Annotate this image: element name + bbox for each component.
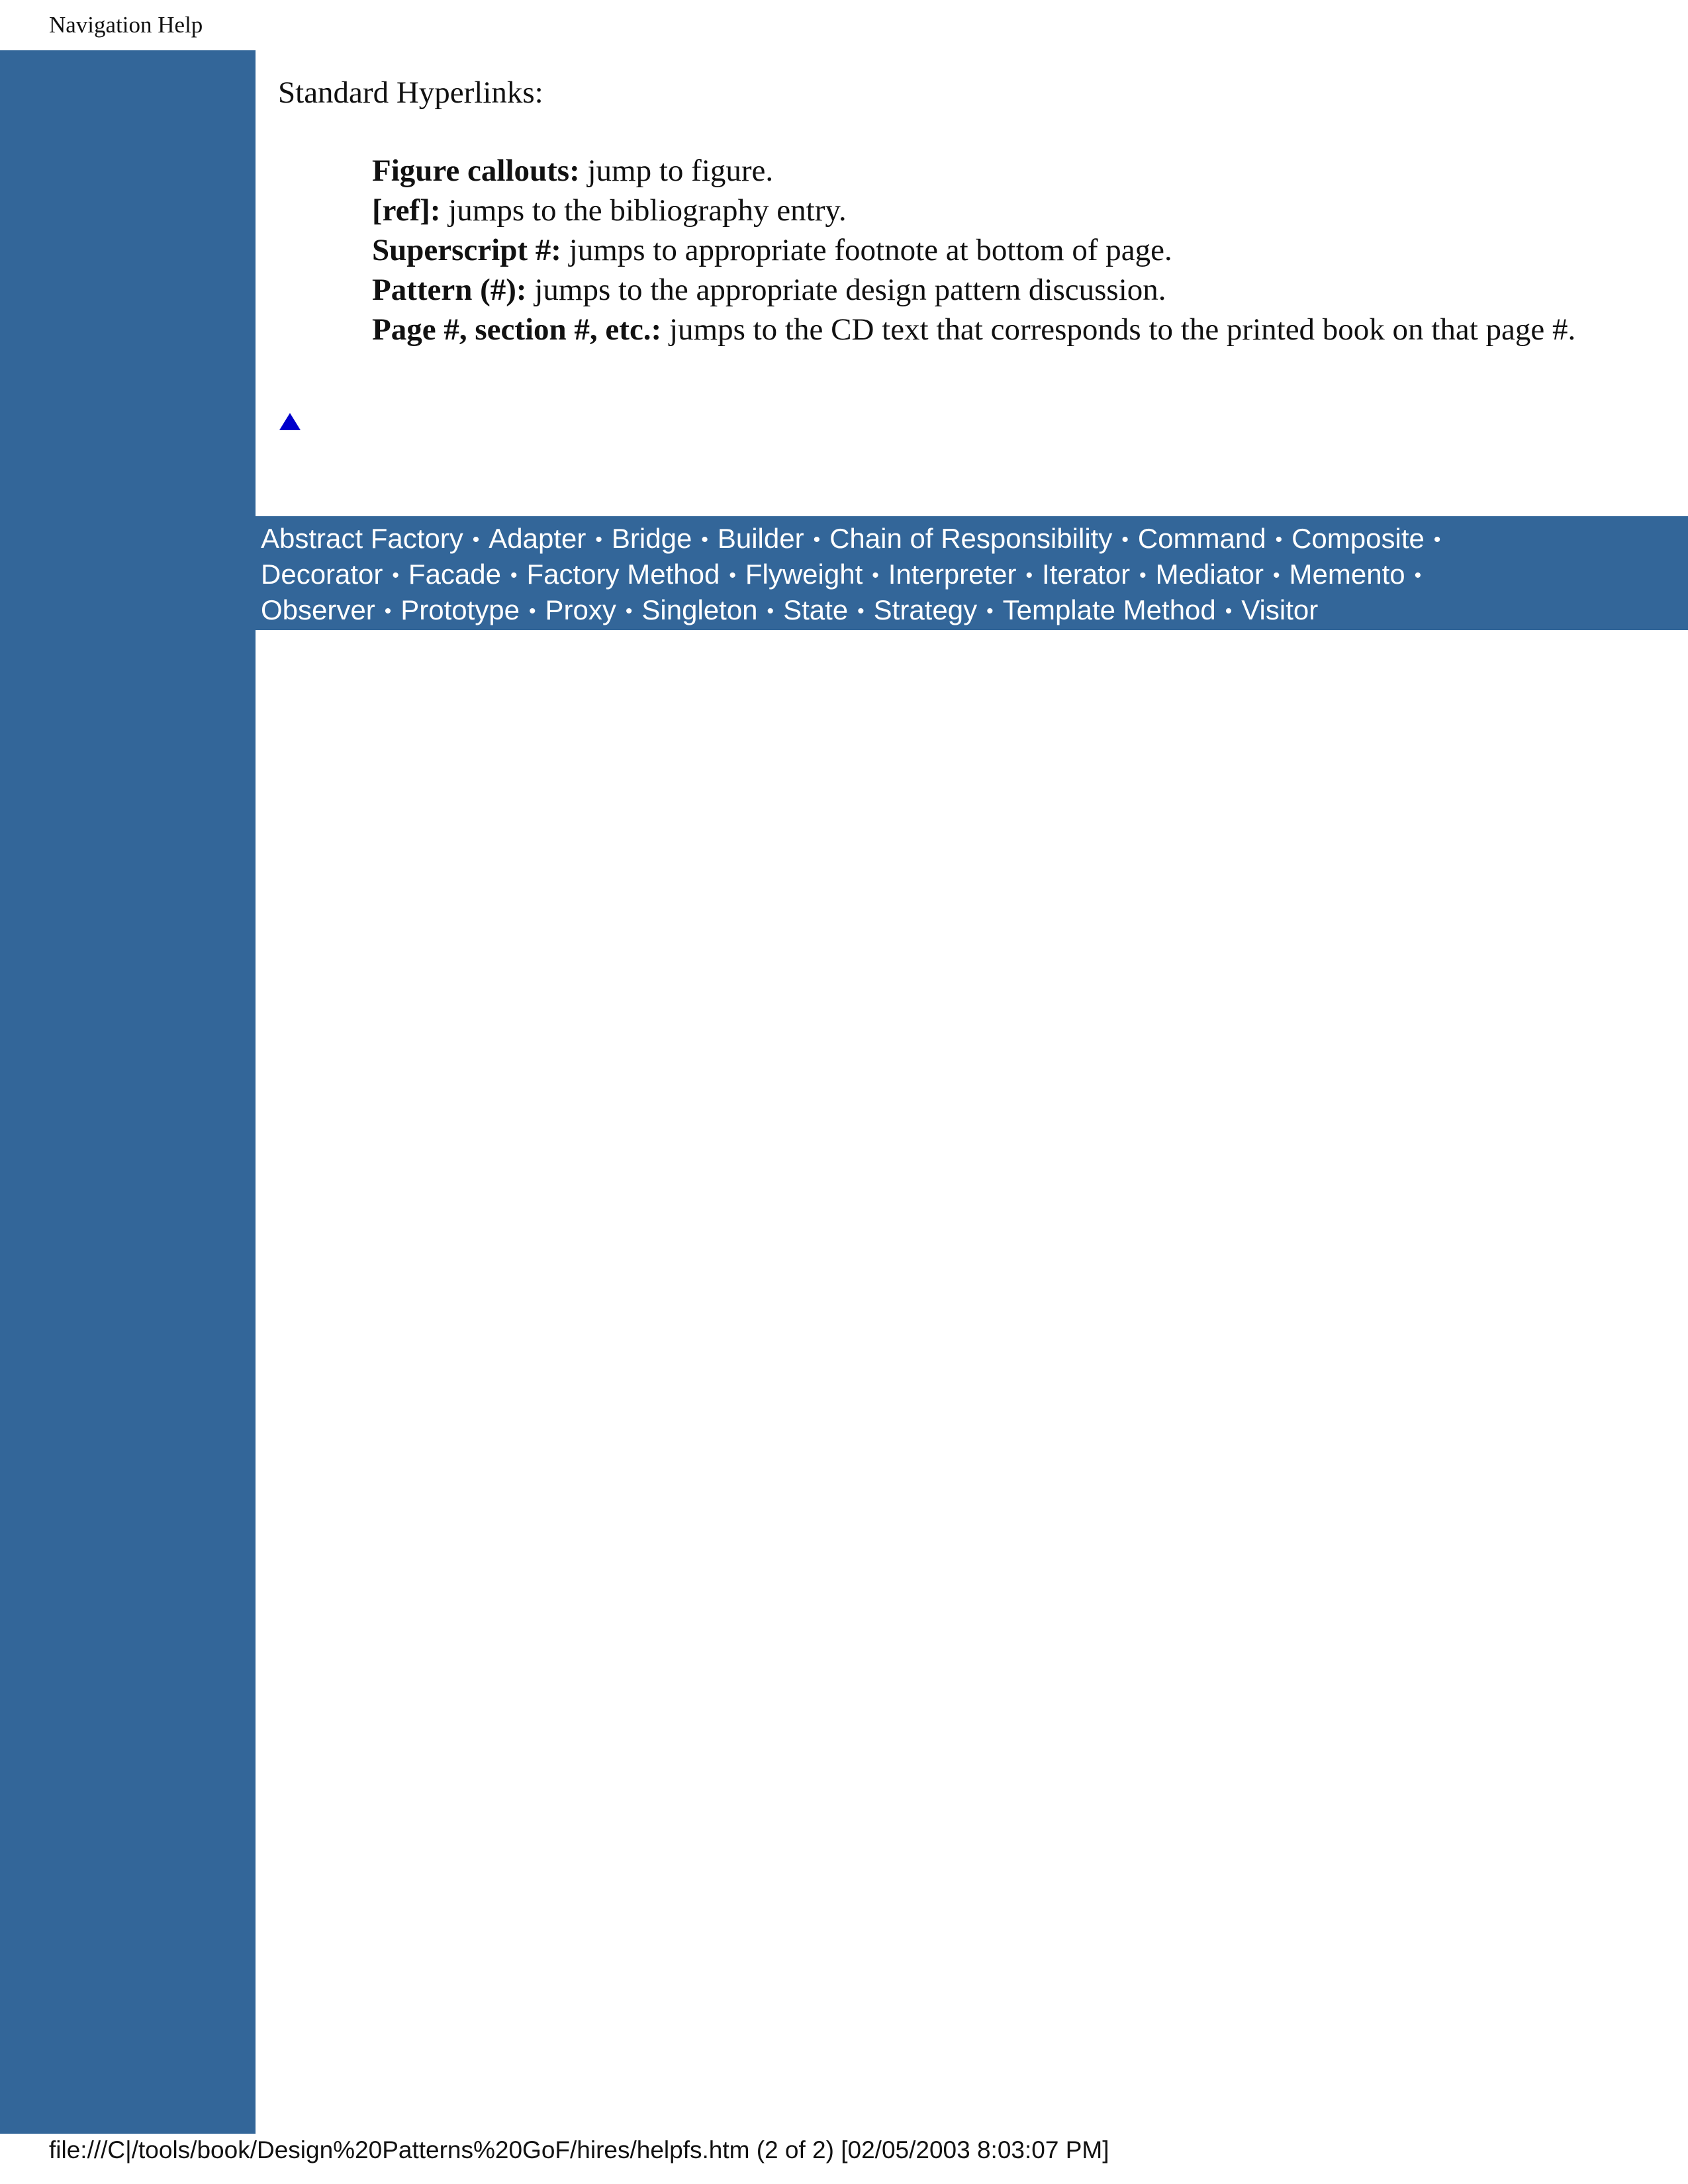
pattern-link[interactable]: Mediator [1155, 559, 1264, 590]
pattern-link[interactable]: Chain of Responsibility [829, 523, 1113, 554]
list-item-term: Superscript #: [372, 233, 561, 267]
bullet-separator: • [813, 529, 821, 551]
list-item [372, 230, 1668, 270]
pattern-link[interactable]: Iterator [1042, 559, 1131, 590]
list-item [372, 191, 1668, 230]
pattern-link[interactable]: Prototype [400, 594, 520, 625]
pattern-link[interactable]: Observer [261, 594, 375, 625]
pattern-link[interactable]: Strategy [873, 594, 978, 625]
pattern-link[interactable]: Decorator [261, 559, 383, 590]
bullet-separator: • [472, 529, 480, 551]
bullet-separator: • [392, 565, 399, 586]
pattern-link[interactable]: Abstract Factory [261, 523, 463, 554]
list-item-term: Figure callouts: [372, 154, 580, 188]
bullet-separator: • [510, 565, 518, 586]
bullet-separator: • [1414, 565, 1422, 586]
pattern-link[interactable]: Flyweight [745, 559, 863, 590]
list-item-description: jump to figure. [579, 154, 774, 188]
pattern-link[interactable]: Composite [1291, 523, 1425, 554]
pattern-nav-line [261, 522, 1683, 557]
pattern-link[interactable]: Command [1137, 523, 1266, 554]
bullet-separator: • [1273, 565, 1280, 586]
footer-url: file:///C|/tools/book/Design%20Patterns%20GoF/hires/helpfs.htm (2 of 2) [02/05/2003 8:03:07 PM] [49, 2136, 1109, 2163]
list-item [372, 151, 1668, 191]
list-item-term: Page #, section #, etc.: [372, 312, 662, 347]
page-header-title: Navigation Help [49, 12, 203, 38]
list-item-description: jumps to appropriate footnote at bottom of page. [561, 233, 1172, 267]
pattern-nav-line [261, 557, 1683, 593]
bullet-separator: • [1225, 600, 1233, 622]
pattern-link[interactable]: Visitor [1241, 594, 1319, 625]
bullet-separator: • [857, 600, 865, 622]
bullet-separator: • [1025, 565, 1033, 586]
bullet-separator: • [767, 600, 774, 622]
list-item [372, 310, 1668, 349]
list-item-description: jumps to the bibliography entry. [440, 193, 847, 228]
up-triangle-icon[interactable] [278, 412, 302, 432]
bullet-separator: • [986, 600, 994, 622]
pattern-link[interactable]: Proxy [545, 594, 616, 625]
pattern-link[interactable]: Adapter [489, 523, 586, 554]
pattern-navigation-bar [256, 516, 1688, 630]
bullet-separator: • [595, 529, 602, 551]
pattern-link[interactable]: Builder [717, 523, 804, 554]
main-content [278, 71, 1668, 349]
pattern-link[interactable]: Memento [1289, 559, 1405, 590]
list-item [372, 270, 1668, 310]
bullet-separator: • [872, 565, 879, 586]
list-item-description: jumps to the CD text that corresponds to the printed book on that page #. [661, 312, 1576, 347]
list-item-term: [ref]: [372, 193, 441, 228]
bullet-separator: • [1275, 529, 1283, 551]
hyperlink-help-list [372, 151, 1668, 349]
list-item-description: jumps to the appropriate design pattern discussion. [526, 273, 1166, 307]
bullet-separator: • [625, 600, 633, 622]
pattern-nav-line [261, 593, 1683, 629]
section-heading: Standard Hyperlinks: [278, 75, 543, 110]
bullet-separator: • [729, 565, 736, 586]
list-item-term: Pattern (#): [372, 273, 527, 307]
pattern-link[interactable]: Facade [408, 559, 502, 590]
bullet-separator: • [1121, 529, 1129, 551]
bullet-separator: • [529, 600, 536, 622]
bullet-separator: • [1433, 529, 1441, 551]
bullet-separator: • [384, 600, 392, 622]
pattern-link[interactable]: Interpreter [888, 559, 1017, 590]
pattern-link[interactable]: Singleton [641, 594, 758, 625]
bullet-separator: • [701, 529, 708, 551]
pattern-link[interactable]: Bridge [611, 523, 692, 554]
bullet-separator: • [1139, 565, 1147, 586]
sidebar [0, 50, 256, 2134]
pattern-link[interactable]: State [783, 594, 849, 625]
pattern-link[interactable]: Factory Method [526, 559, 720, 590]
pattern-link[interactable]: Template Method [1002, 594, 1216, 625]
